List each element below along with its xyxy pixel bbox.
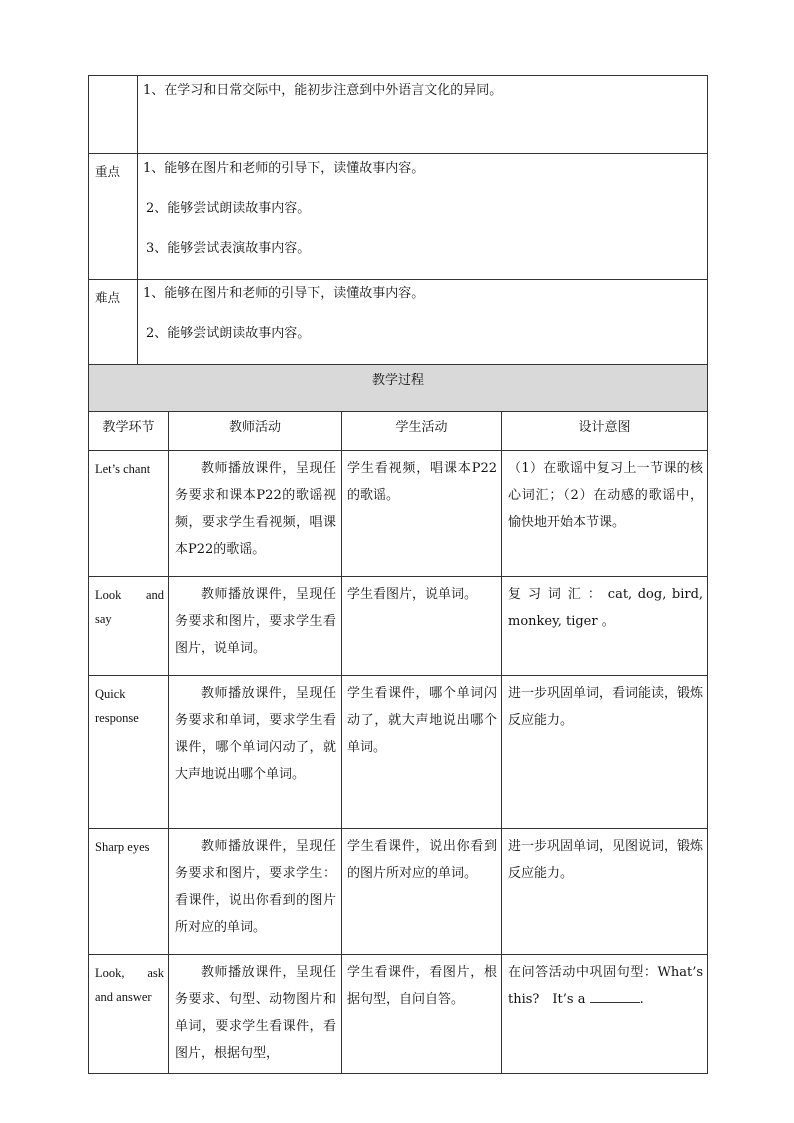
- stage-word: and: [145, 588, 164, 602]
- table-row: [89, 676, 708, 829]
- header-teacher: 教师活动: [169, 412, 342, 451]
- student-activity-cell: 学生看课件，看图片，根据句型，自问自答。: [342, 955, 502, 1074]
- design-intent-cell: （1）在歌谣中复习上一节课的核心词汇；（2）在动感的歌谣中，愉快地开始本节课。: [502, 451, 708, 577]
- difficulties-content: [138, 280, 708, 365]
- objective-row: [89, 76, 708, 154]
- stage-word: Look,: [95, 966, 125, 980]
- table-row: [89, 829, 708, 955]
- design-intent-cell: 进一步巩固单词，看词能读，锻炼反应能力。: [502, 676, 708, 829]
- objective-line: 1、在学习和日常交际中，能初步注意到中外语言文化的异同。: [143, 83, 503, 98]
- key-point-item: 1、能够在图片和老师的引导下，读懂故事内容。: [143, 161, 425, 176]
- difficulty-item: 1、能够在图片和老师的引导下，读懂故事内容。: [143, 286, 425, 301]
- stage-cell: [89, 676, 169, 829]
- teacher-activity-cell: 教师播放课件，呈现任务要求和单词，要求学生看课件，哪个单词闪动了，就大声地说出哪个单词。: [169, 676, 342, 829]
- header-intent: 设计意图: [502, 412, 708, 451]
- difficulty-item: 2、能够尝试朗读故事内容。: [146, 326, 311, 341]
- table-row: [89, 451, 708, 577]
- intent-text-end: .: [639, 992, 644, 1007]
- student-activity-cell: 学生看课件，说出你看到的图片所对应的单词。: [342, 829, 502, 955]
- stage-word: Look: [95, 588, 122, 602]
- process-header-row: [89, 412, 708, 451]
- design-intent-cell: 复 习 词 汇 ： cat, dog, bird, monkey, tiger 。: [502, 577, 708, 676]
- process-title: 教学过程: [89, 365, 708, 412]
- stage-cell: Sharp eyes: [89, 829, 169, 955]
- teacher-activity-cell: 教师播放课件，呈现任务要求和图片，要求学生看图片，说单词。: [169, 577, 342, 676]
- key-point-item: 3、能够尝试表演故事内容。: [146, 241, 311, 256]
- stage-word: and answer: [95, 990, 152, 1004]
- table-row: [89, 577, 708, 676]
- student-activity-cell: 学生看课件，哪个单词闪动了，就大声地说出哪个单词。: [342, 676, 502, 829]
- design-intent-cell: 进一步巩固单词，见图说词，锻炼反应能力。: [502, 829, 708, 955]
- stage-cell: Let’s chant: [89, 451, 169, 577]
- student-activity-cell: 学生看图片，说单词。: [342, 577, 502, 676]
- header-stage: 教学环节: [89, 412, 169, 451]
- design-intent-cell: [502, 955, 708, 1074]
- answer-blank: [590, 990, 640, 1003]
- process-banner-row: [89, 365, 708, 412]
- difficulties-label: 难点: [89, 280, 138, 365]
- difficulties-row: [89, 280, 708, 365]
- table-row: [89, 955, 708, 1074]
- teacher-activity-cell: 教师播放课件，呈现任务要求和图片，要求学生：看课件，说出你看到的图片所对应的单词。: [169, 829, 342, 955]
- intent-text: 在问答活动中巩固句型：What’s this? It’s a: [508, 965, 704, 1007]
- teacher-activity-cell: 教师播放课件，呈现任务要求、句型、动物图片和单词，要求学生看课件，看图片，根据句型，: [169, 955, 342, 1074]
- objective-content: [138, 76, 708, 154]
- stage-cell: [89, 955, 169, 1074]
- lesson-plan-page: [88, 75, 707, 1074]
- key-point-item: 2、能够尝试朗读故事内容。: [146, 201, 311, 216]
- teacher-activity-cell: 教师播放课件，呈现任务要求和课本P22的歌谣视频，要求学生看视频，唱课本P22的歌谣。: [169, 451, 342, 577]
- stage-word: say: [95, 612, 112, 626]
- stage-word: ask: [147, 966, 164, 980]
- stage-word: Quick: [95, 687, 126, 701]
- stage-word: response: [95, 711, 139, 725]
- key-points-content: [138, 154, 708, 280]
- objective-label: [89, 76, 138, 154]
- key-points-label: 重点: [89, 154, 138, 280]
- key-points-row: [89, 154, 708, 280]
- student-activity-cell: 学生看视频，唱课本P22的歌谣。: [342, 451, 502, 577]
- lesson-plan-table: [88, 75, 708, 1074]
- header-student: 学生活动: [342, 412, 502, 451]
- stage-cell: [89, 577, 169, 676]
